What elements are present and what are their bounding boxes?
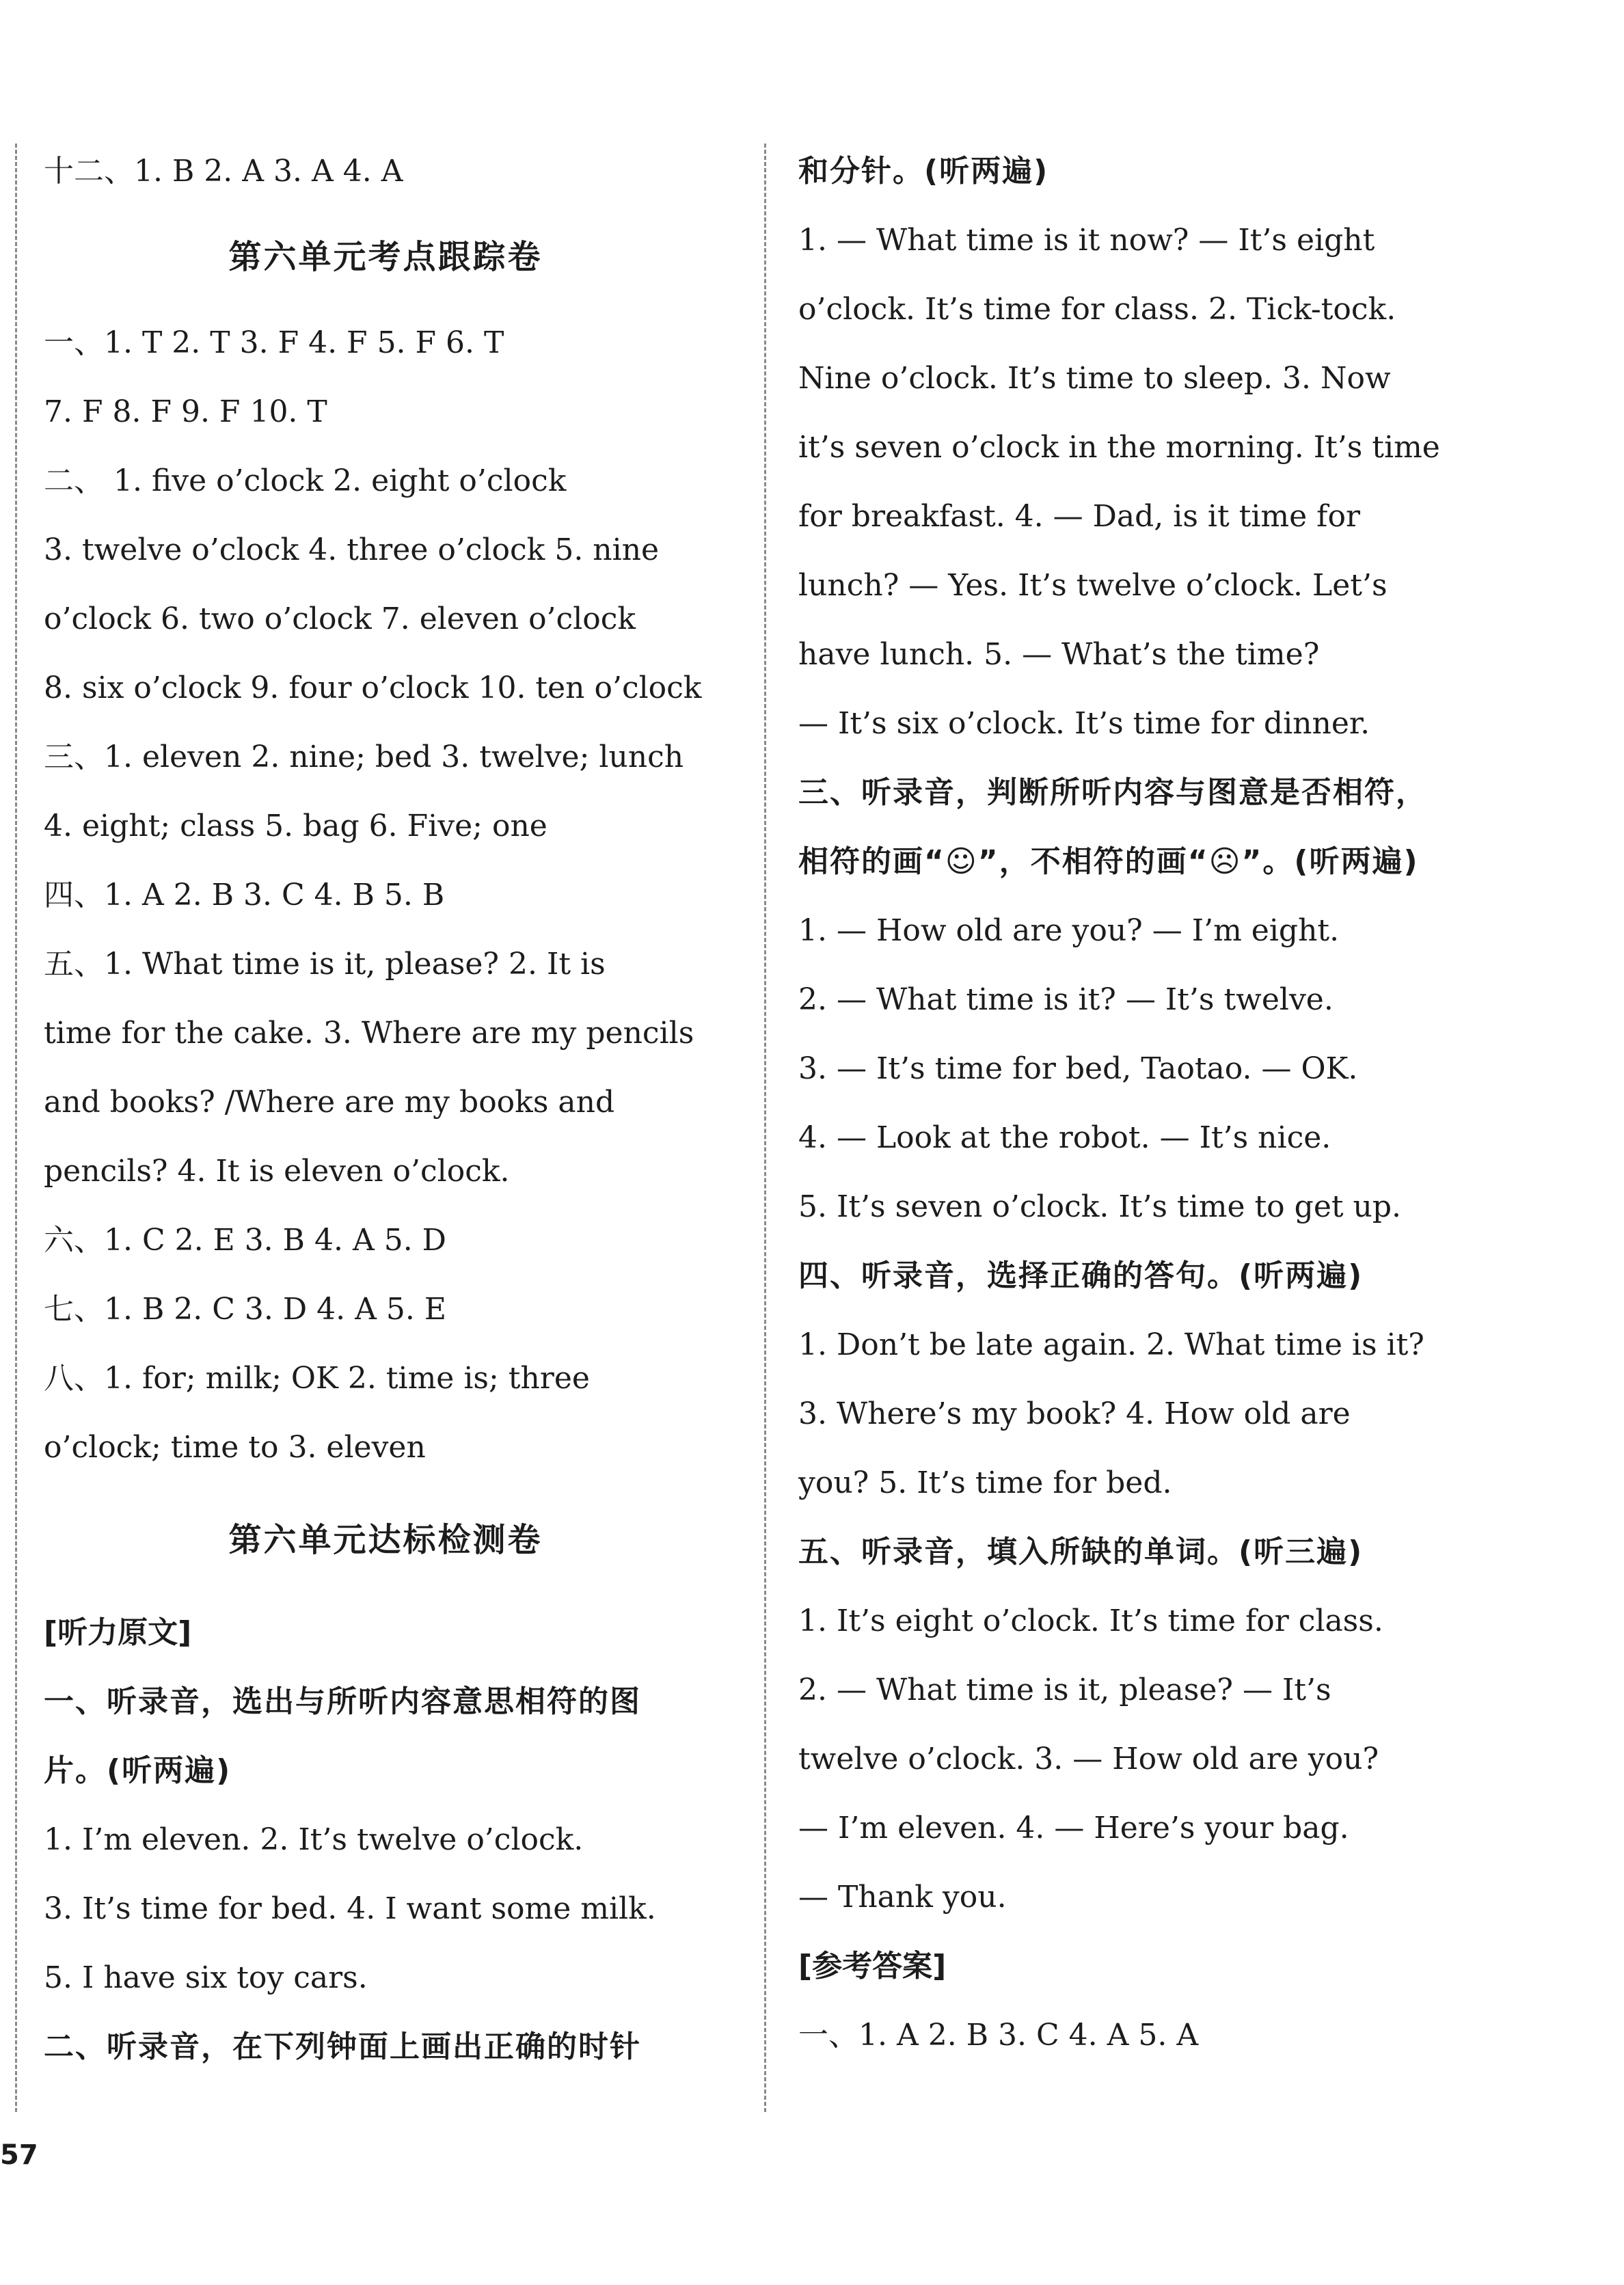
text-line: 3. twelve o’clock 4. three o’clock 5. nine — [44, 532, 660, 567]
text-line: 7. F 8. F 9. F 10. T — [44, 394, 327, 429]
text-line: — Thank you. — [798, 1880, 1007, 1915]
right-column — [798, 137, 1489, 2070]
page-number: 57 — [0, 2139, 38, 2171]
text-line: Nine o’clock. It’s time to sleep. 3. Now — [798, 361, 1391, 396]
text-line: o’clock; time to 3. eleven — [44, 1430, 426, 1465]
text-line: 1. — What time is it now? — It’s eight — [798, 223, 1375, 258]
text-line: 一、1. T 2. T 3. F 4. F 5. F 6. T — [44, 325, 504, 360]
text-line: and books? /Where are my books and — [44, 1085, 615, 1120]
text-line: — It’s six o’clock. It’s time for dinner. — [798, 706, 1370, 741]
text-line: 三、1. eleven 2. nine; bed 3. twelve; lunch — [44, 740, 684, 774]
instruction-line: 三、听录音，判断所听内容与图意是否相符， — [798, 775, 1427, 810]
text-line: 1. Don’t be late again. 2. What time is it? — [798, 1327, 1424, 1362]
text-line: o’clock. It’s time for class. 2. Tick-tock. — [798, 292, 1396, 327]
instruction-line: 一、听录音，选出与所听内容意思相符的图 — [44, 1684, 641, 1719]
text-line: it’s seven o’clock in the morning. It’s time — [798, 430, 1440, 465]
text-line: 3. — It’s time for bed, Taotao. — OK. — [798, 1051, 1358, 1086]
text-line: 3. Where’s my book? 4. How old are — [798, 1396, 1351, 1431]
text-line: 八、1. for; milk; OK 2. time is; three — [44, 1361, 590, 1396]
text-line: 2. — What time is it, please? — It’s — [798, 1673, 1331, 1707]
text-line: have lunch. 5. — What’s the time? — [798, 637, 1320, 672]
text-line: 5. It’s seven o’clock. It’s time to get up. — [798, 1189, 1402, 1224]
text-line: lunch? — Yes. It’s twelve o’clock. Let’s — [798, 568, 1388, 603]
text-line: you? 5. It’s time for bed. — [798, 1465, 1172, 1500]
text-line: 4. eight; class 5. bag 6. Five; one — [44, 809, 547, 843]
text-line: twelve o’clock. 3. — How old are you? — [798, 1742, 1379, 1776]
instruction-line: 二、听录音，在下列钟面上画出正确的时针 — [44, 2029, 641, 2064]
instruction-line: 五、听录音，填入所缺的单词。(听三遍) — [798, 1534, 1364, 1569]
instruction-line: 和分针。(听两遍) — [798, 154, 1049, 189]
left-column — [44, 137, 727, 2081]
text-line: 5. I have six toy cars. — [44, 1960, 368, 1995]
text-line: 七、1. B 2. C 3. D 4. A 5. E — [44, 1292, 446, 1327]
text-line: 五、1. What time is it, please? 2. It is — [44, 947, 606, 982]
section-heading: 第六单元考点跟踪卷 — [228, 238, 543, 276]
text-line: 4. — Look at the robot. — It’s nice. — [798, 1120, 1331, 1155]
text-line: o’clock 6. two o’clock 7. eleven o’clock — [44, 601, 636, 636]
text-line: 四、1. A 2. B 3. C 4. B 5. B — [44, 878, 445, 912]
instruction-line: 四、听录音，选择正确的答句。(听两遍) — [798, 1258, 1364, 1293]
text-line: 1. It’s eight o’clock. It’s time for class. — [798, 1604, 1383, 1638]
column-divider — [764, 144, 766, 2112]
text-line: pencils? 4. It is eleven o’clock. — [44, 1154, 510, 1189]
text-line: 2. — What time is it? — It’s twelve. — [798, 982, 1334, 1017]
text-line: 1. I’m eleven. 2. It’s twelve o’clock. — [44, 1822, 584, 1857]
text-line: — I’m eleven. 4. — Here’s your bag. — [798, 1811, 1349, 1845]
instruction-line: 片。(听两遍) — [44, 1753, 232, 1788]
section-heading: 第六单元达标检测卷 — [228, 1521, 543, 1559]
text-line: 十二、1. B 2. A 3. A 4. A — [44, 154, 403, 189]
text-line: 一、1. A 2. B 3. C 4. A 5. A — [798, 2018, 1199, 2053]
text-line: 二、 1. five o’clock 2. eight o’clock — [44, 463, 567, 498]
section-label: [参考答案] — [798, 1949, 947, 1984]
left-margin-divider — [15, 144, 17, 2112]
text-line: time for the cake. 3. Where are my pencils — [44, 1016, 694, 1051]
text-line: 8. six o’clock 9. four o’clock 10. ten o’clock — [44, 671, 702, 705]
text-line: 3. It’s time for bed. 4. I want some milk. — [44, 1891, 656, 1926]
text-line: 六、1. C 2. E 3. B 4. A 5. D — [44, 1223, 446, 1258]
text-line: 1. — How old are you? — I’m eight. — [798, 913, 1340, 948]
text-line: for breakfast. 4. — Dad, is it time for — [798, 499, 1360, 534]
instruction-line: 相符的画“☺”，不相符的画“☹”。(听两遍) — [798, 844, 1419, 879]
section-label: [听力原文] — [44, 1615, 192, 1650]
